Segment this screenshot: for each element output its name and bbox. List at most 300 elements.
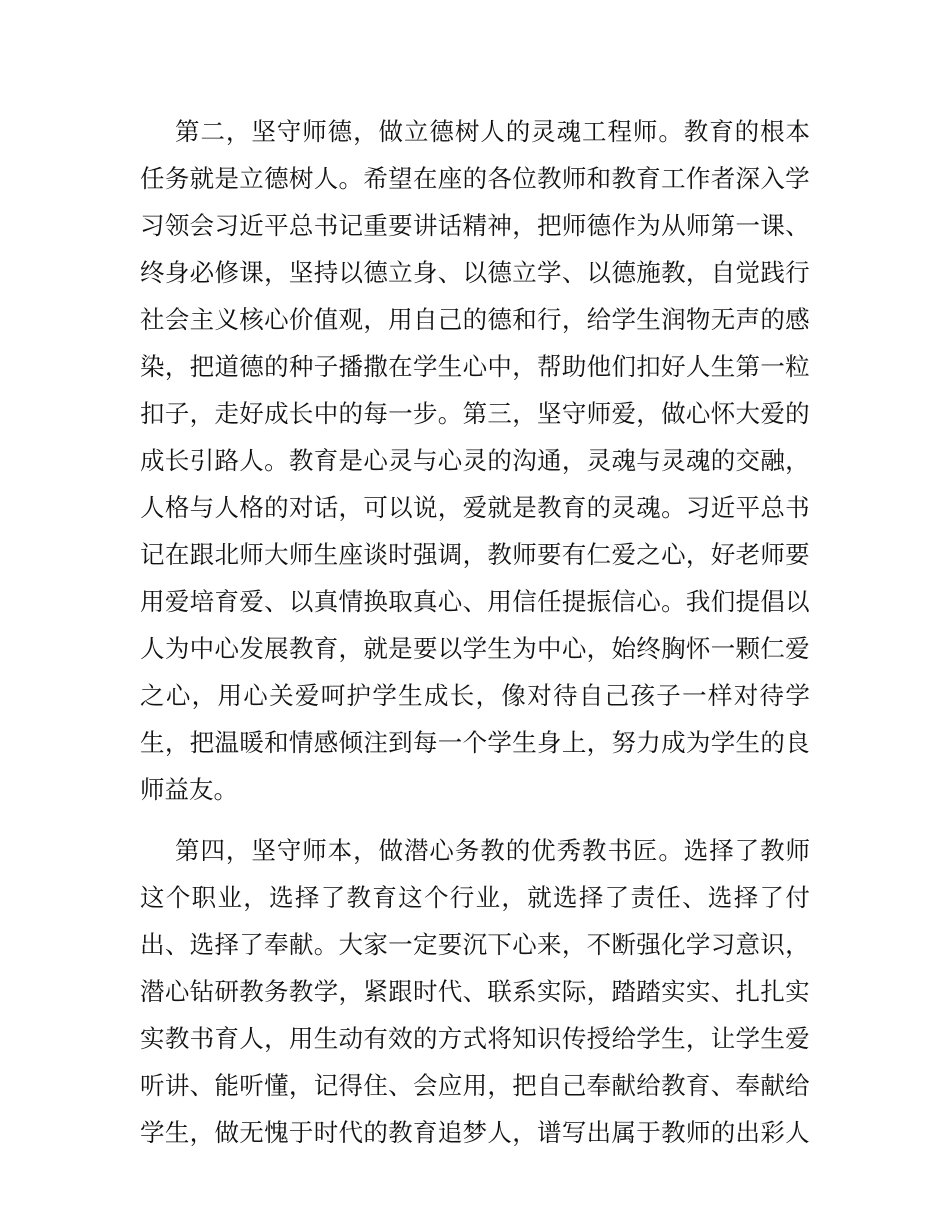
text-char: 成 xyxy=(140,446,165,475)
text-char: ， xyxy=(512,352,537,381)
text-char: 胸 xyxy=(661,634,686,663)
text-char: 就 xyxy=(487,493,512,522)
text-char: 跟 xyxy=(189,540,215,569)
text-char: ， xyxy=(685,540,711,569)
text-char: 以 xyxy=(785,587,810,616)
text-char: 振 xyxy=(586,587,612,616)
text-char: ， xyxy=(561,446,587,475)
text-char: 代 xyxy=(338,1118,363,1147)
text-char: 值 xyxy=(313,305,339,334)
text-char: ， xyxy=(189,1118,215,1147)
text-char: 望 xyxy=(388,164,413,193)
text-char: 教 xyxy=(582,836,607,865)
text-char: 一 xyxy=(437,728,463,757)
text-char: 坚 xyxy=(251,836,276,865)
text-char: 。 xyxy=(437,399,463,428)
text-char: 心 xyxy=(462,352,488,381)
text-char: 彩 xyxy=(760,1118,785,1147)
text-char: 第 xyxy=(710,211,736,240)
text-char: 奉 xyxy=(264,930,289,959)
text-char: 己 xyxy=(561,1071,587,1100)
text-char: 生 xyxy=(735,728,760,757)
text-char: 行 xyxy=(785,258,810,287)
text-char: 与 xyxy=(636,446,661,475)
text-char: 灵 xyxy=(388,446,413,475)
text-char: 用 xyxy=(462,1071,488,1100)
text-char: ， xyxy=(685,1024,711,1053)
text-char: 上 xyxy=(561,728,587,757)
text-char: 在 xyxy=(412,164,438,193)
text-char: 把 xyxy=(512,1071,537,1100)
text-char: 强 xyxy=(636,930,661,959)
text-char: 写 xyxy=(561,1118,587,1147)
text-char: 调 xyxy=(437,540,463,569)
text-char: 钻 xyxy=(189,977,215,1006)
text-char: 于 xyxy=(636,1118,661,1147)
text-char: 育 xyxy=(636,164,661,193)
text-line xyxy=(140,202,810,249)
text-char: 提 xyxy=(735,587,760,616)
text-char: 、 xyxy=(264,587,289,616)
text-char: 努 xyxy=(611,728,636,757)
text-char: 学 xyxy=(636,1024,661,1053)
text-char: 大 xyxy=(264,540,289,569)
text-char: 信 xyxy=(512,587,537,616)
text-char: 对 xyxy=(288,493,314,522)
text-char: 施 xyxy=(636,258,661,287)
text-char: 中 xyxy=(313,399,339,428)
text-char: 播 xyxy=(338,352,363,381)
text-char: 实 xyxy=(661,977,686,1006)
text-char: 魂 xyxy=(685,446,711,475)
text-char: 用 xyxy=(388,305,413,334)
text-char: 。 xyxy=(658,117,683,146)
text-char: 有 xyxy=(363,1024,388,1053)
text-char: 就 xyxy=(363,634,388,663)
text-char: 育 xyxy=(412,1118,438,1147)
text-line xyxy=(140,827,810,874)
text-char: 助 xyxy=(561,352,587,381)
text-char: ， xyxy=(225,117,251,146)
text-char: 献 xyxy=(760,1071,785,1100)
text-char: 走 xyxy=(214,399,239,428)
text-char: 教 xyxy=(661,258,686,287)
text-char: 坚 xyxy=(251,117,276,146)
text-char: 家 xyxy=(363,930,388,959)
text-char: 温 xyxy=(214,728,239,757)
text-char: 好 xyxy=(239,399,264,428)
text-char: 追 xyxy=(437,1118,463,1147)
text-char: ， xyxy=(636,399,661,428)
text-char: 守 xyxy=(276,117,302,146)
text-char: 匠 xyxy=(632,836,658,865)
text-char: 心 xyxy=(429,836,454,865)
text-char: 重 xyxy=(363,211,388,240)
text-char: 长 xyxy=(449,681,475,710)
text-char: 择 xyxy=(214,930,239,959)
text-char: 修 xyxy=(214,258,239,287)
text-char: 选 xyxy=(707,883,733,912)
text-char: 关 xyxy=(269,681,294,710)
text-char: 生 xyxy=(760,1024,785,1053)
text-char: 二 xyxy=(200,117,225,146)
text-char: 了 xyxy=(320,883,346,912)
text-char: 教 xyxy=(683,117,709,146)
text-char: 的 xyxy=(710,1118,736,1147)
text-char: 的 xyxy=(487,446,512,475)
text-char: 主 xyxy=(189,305,215,334)
text-char: 教 xyxy=(661,1071,686,1100)
text-char: 座 xyxy=(338,540,363,569)
text-char: 用 xyxy=(487,587,512,616)
text-char: 做 xyxy=(661,399,686,428)
text-char: ， xyxy=(164,352,190,381)
text-char: 心 xyxy=(363,446,388,475)
text-char: 核 xyxy=(239,305,264,334)
text-char: 。 xyxy=(661,493,686,522)
paragraph-2 xyxy=(140,827,810,1156)
text-char: 无 xyxy=(239,1118,264,1147)
text-char: 真 xyxy=(412,587,438,616)
text-char: 树 xyxy=(288,164,314,193)
text-char: 生 xyxy=(398,681,423,710)
text-char: ， xyxy=(561,305,587,334)
text-char: 力 xyxy=(636,728,661,757)
text-char: 教 xyxy=(388,1118,413,1147)
text-char: 育 xyxy=(372,883,397,912)
text-char: 会 xyxy=(189,211,215,240)
text-char: 学 xyxy=(462,634,488,663)
text-char: 生 xyxy=(512,728,537,757)
text-char: 的 xyxy=(760,305,785,334)
text-char: 孩 xyxy=(630,681,655,710)
text-char: 懂 xyxy=(264,1071,289,1100)
text-char: 作 xyxy=(611,211,636,240)
text-char: 长 xyxy=(288,399,314,428)
text-char: 暖 xyxy=(239,728,264,757)
text-char: 任 xyxy=(140,164,165,193)
text-char: 之 xyxy=(140,681,165,710)
text-char: 不 xyxy=(586,930,612,959)
text-char: 人 xyxy=(239,446,264,475)
text-char: 总 xyxy=(288,211,314,240)
text-line xyxy=(140,874,810,921)
text-char: 际 xyxy=(561,977,587,1006)
text-char: 种 xyxy=(288,352,314,381)
text-char: 以 xyxy=(586,258,612,287)
text-char: 师 xyxy=(561,211,587,240)
text-char: 终 xyxy=(140,258,165,287)
text-char: 育 xyxy=(313,634,339,663)
text-char: 中 xyxy=(537,634,562,663)
text-char: 到 xyxy=(388,728,413,757)
text-char: 生 xyxy=(661,1024,686,1053)
text-char: 是 xyxy=(512,493,537,522)
text-char: 为 xyxy=(512,634,537,663)
text-line xyxy=(140,249,810,296)
text-char: 生 xyxy=(313,1024,339,1053)
text-char: 心 xyxy=(214,634,239,663)
text-char: 把 xyxy=(537,211,562,240)
text-char: 师 xyxy=(561,164,587,193)
text-line xyxy=(140,531,810,578)
text-char: 将 xyxy=(487,1024,512,1053)
text-char: ， xyxy=(338,634,363,663)
text-char: 人 xyxy=(214,493,239,522)
text-char: 生 xyxy=(636,305,661,334)
text-char: 身 xyxy=(537,728,562,757)
text-char: 梦 xyxy=(462,1118,488,1147)
text-char: 格 xyxy=(239,493,264,522)
text-char: 的 xyxy=(710,446,736,475)
text-char: 作 xyxy=(685,164,711,193)
text-char: 各 xyxy=(487,164,512,193)
text-char: 谱 xyxy=(537,1118,562,1147)
text-char: 师 xyxy=(288,540,314,569)
text-char: 坚 xyxy=(537,399,562,428)
text-char: 教 xyxy=(537,164,562,193)
text-char: 发 xyxy=(239,634,264,663)
text-char: 教 xyxy=(288,977,314,1006)
text-char: 人 xyxy=(239,1024,264,1053)
text-char: 生 xyxy=(487,634,512,663)
text-char: 者 xyxy=(710,164,736,193)
text-char: ， xyxy=(785,446,810,475)
text-char: ， xyxy=(243,883,268,912)
text-char: 成 xyxy=(661,728,686,757)
text-char: 人 xyxy=(487,1118,512,1147)
text-char: 深 xyxy=(735,164,760,193)
text-char: ， xyxy=(785,930,810,959)
text-char: 是 xyxy=(388,634,413,663)
text-char: ， xyxy=(353,836,378,865)
text-char: 价 xyxy=(288,305,314,334)
text-char: 育 xyxy=(561,493,587,522)
text-char: 书 xyxy=(189,1024,215,1053)
text-char: 德 xyxy=(487,305,512,334)
text-char: 提 xyxy=(561,587,587,616)
text-char: 沉 xyxy=(462,930,488,959)
text-line xyxy=(140,625,810,672)
text-char: 、 xyxy=(561,258,587,287)
text-char: 在 xyxy=(164,540,190,569)
text-char: 以 xyxy=(288,587,314,616)
text-char: 给 xyxy=(586,305,612,334)
text-char: 了 xyxy=(759,883,784,912)
text-char: 学 xyxy=(372,681,397,710)
text-char: 择 xyxy=(294,883,320,912)
text-char: 实 xyxy=(140,1024,165,1053)
text-char: 希 xyxy=(363,164,388,193)
text-char: 生 xyxy=(437,352,463,381)
text-char: 属 xyxy=(611,1118,636,1147)
text-line xyxy=(140,921,810,968)
text-char: 教 xyxy=(487,540,512,569)
text-line xyxy=(140,484,810,531)
text-char: 说 xyxy=(412,493,438,522)
paragraph-gap xyxy=(140,813,810,827)
text-char: 像 xyxy=(501,681,526,710)
text-char: ， xyxy=(561,930,587,959)
text-char: 感 xyxy=(785,305,810,334)
text-char: 责 xyxy=(630,883,655,912)
text-char: 的 xyxy=(505,836,531,865)
text-char: 、 xyxy=(710,977,736,1006)
text-char: 北 xyxy=(214,540,239,569)
text-char: 本 xyxy=(785,117,810,146)
text-char: 第 xyxy=(735,352,760,381)
text-char: ， xyxy=(191,681,217,710)
text-char: 自 xyxy=(537,1071,562,1100)
text-char: 树 xyxy=(454,117,480,146)
text-char: ， xyxy=(512,399,537,428)
text-char: 德 xyxy=(264,164,289,193)
text-char: 良 xyxy=(785,728,810,757)
text-char: 每 xyxy=(412,728,438,757)
text-line xyxy=(140,578,810,625)
text-char: 心 xyxy=(685,399,711,428)
text-char: 式 xyxy=(462,1024,488,1053)
text-char: 成 xyxy=(423,681,449,710)
text-line xyxy=(140,296,810,343)
text-char: 人 xyxy=(313,164,339,193)
text-char: 紧 xyxy=(363,977,388,1006)
text-char: 育 xyxy=(685,1071,711,1100)
text-char: 人 xyxy=(140,634,165,663)
text-char: 时 xyxy=(388,540,413,569)
text-char: 师 xyxy=(302,836,327,865)
text-char: 的 xyxy=(734,117,760,146)
text-char: 与 xyxy=(189,493,215,522)
text-char: 献 xyxy=(288,930,314,959)
text-char: 的 xyxy=(338,399,363,428)
text-char: 一 xyxy=(710,634,736,663)
text-char: 师 xyxy=(302,117,327,146)
text-char: 沟 xyxy=(512,446,537,475)
text-char: 立 xyxy=(512,258,537,287)
text-char: ， xyxy=(586,634,612,663)
text-char: 。 xyxy=(313,930,339,959)
text-char: 染 xyxy=(140,352,165,381)
text-char: 教 xyxy=(661,1118,686,1147)
text-char: 系 xyxy=(512,977,537,1006)
text-char: 住 xyxy=(363,1071,388,1100)
text-char: 守 xyxy=(276,836,302,865)
text-char: 之 xyxy=(636,540,661,569)
text-char: 近 xyxy=(239,211,264,240)
text-char: 心 xyxy=(437,587,463,616)
text-char: 化 xyxy=(661,930,686,959)
text-char: 时 xyxy=(313,1118,339,1147)
text-char: 学 xyxy=(611,305,636,334)
text-char: 记 xyxy=(140,540,165,569)
text-char: 、 xyxy=(189,1071,215,1100)
text-char: 和 xyxy=(512,305,537,334)
text-char: 实 xyxy=(785,977,810,1006)
text-char: 待 xyxy=(759,681,784,710)
text-char: 出 xyxy=(140,930,165,959)
text-char: 心 xyxy=(264,305,289,334)
text-char: 任 xyxy=(656,883,681,912)
text-char: ， xyxy=(586,728,612,757)
text-char: 大 xyxy=(338,930,363,959)
text-char: 、 xyxy=(682,883,707,912)
text-char: 神 xyxy=(487,211,512,240)
text-char: 颗 xyxy=(735,634,760,663)
text-char: 对 xyxy=(527,681,552,710)
text-char: 人 xyxy=(480,117,505,146)
text-char: 得 xyxy=(338,1071,363,1100)
text-char: 这 xyxy=(140,883,165,912)
text-char: 灵 xyxy=(586,446,612,475)
text-char: 魂 xyxy=(556,117,582,146)
text-char: 的 xyxy=(462,164,488,193)
text-char: 书 xyxy=(607,836,632,865)
text-char: 生 xyxy=(140,728,165,757)
text-char: 子 xyxy=(164,399,190,428)
text-char: 课 xyxy=(760,211,785,240)
text-char: 研 xyxy=(214,977,239,1006)
text-char: 以 xyxy=(338,258,363,287)
text-char: 、 xyxy=(164,930,190,959)
text-char: 取 xyxy=(388,587,413,616)
text-char: 务 xyxy=(264,977,289,1006)
text-char: 的 xyxy=(760,728,785,757)
text-char: 育 xyxy=(214,1024,239,1053)
text-line xyxy=(140,968,810,1015)
text-char: 踏 xyxy=(611,977,636,1006)
text-char: 做 xyxy=(378,117,403,146)
text-char: 怀 xyxy=(710,399,736,428)
text-char: 感 xyxy=(313,728,339,757)
text-char: 立 xyxy=(239,164,264,193)
text-char: 话 xyxy=(313,493,339,522)
text-char: 第 xyxy=(175,117,200,146)
text-char: 从 xyxy=(661,211,686,240)
text-line xyxy=(140,719,810,766)
text-char: 心 xyxy=(437,446,463,475)
text-char: 要 xyxy=(437,930,463,959)
text-char: ， xyxy=(685,258,711,287)
text-char: 学 xyxy=(412,352,438,381)
text-char: 灵 xyxy=(661,446,686,475)
text-char: 坚 xyxy=(288,258,314,287)
text-char: 中 xyxy=(189,634,215,663)
text-char: 为 xyxy=(685,728,711,757)
text-char: 们 xyxy=(710,587,736,616)
text-char: 与 xyxy=(412,446,438,475)
text-char: 和 xyxy=(586,164,612,193)
text-char: 交 xyxy=(735,446,760,475)
text-char: 、 xyxy=(437,258,463,287)
text-char: 秀 xyxy=(556,836,582,865)
text-char: 行 xyxy=(537,305,562,334)
text-char: 声 xyxy=(735,305,760,334)
text-char: 大 xyxy=(735,399,760,428)
text-char: 务 xyxy=(454,836,480,865)
text-char: 教 xyxy=(164,1024,190,1053)
text-line xyxy=(140,1062,810,1109)
text-char: 灵 xyxy=(611,493,636,522)
text-char: 真 xyxy=(313,587,339,616)
text-char: 入 xyxy=(760,164,785,193)
text-char: 格 xyxy=(164,493,190,522)
text-char: 呵 xyxy=(320,681,346,710)
text-char: 这 xyxy=(398,883,423,912)
text-char: 立 xyxy=(388,258,413,287)
text-char: 生 xyxy=(710,352,736,381)
text-char: 为 xyxy=(636,211,661,240)
